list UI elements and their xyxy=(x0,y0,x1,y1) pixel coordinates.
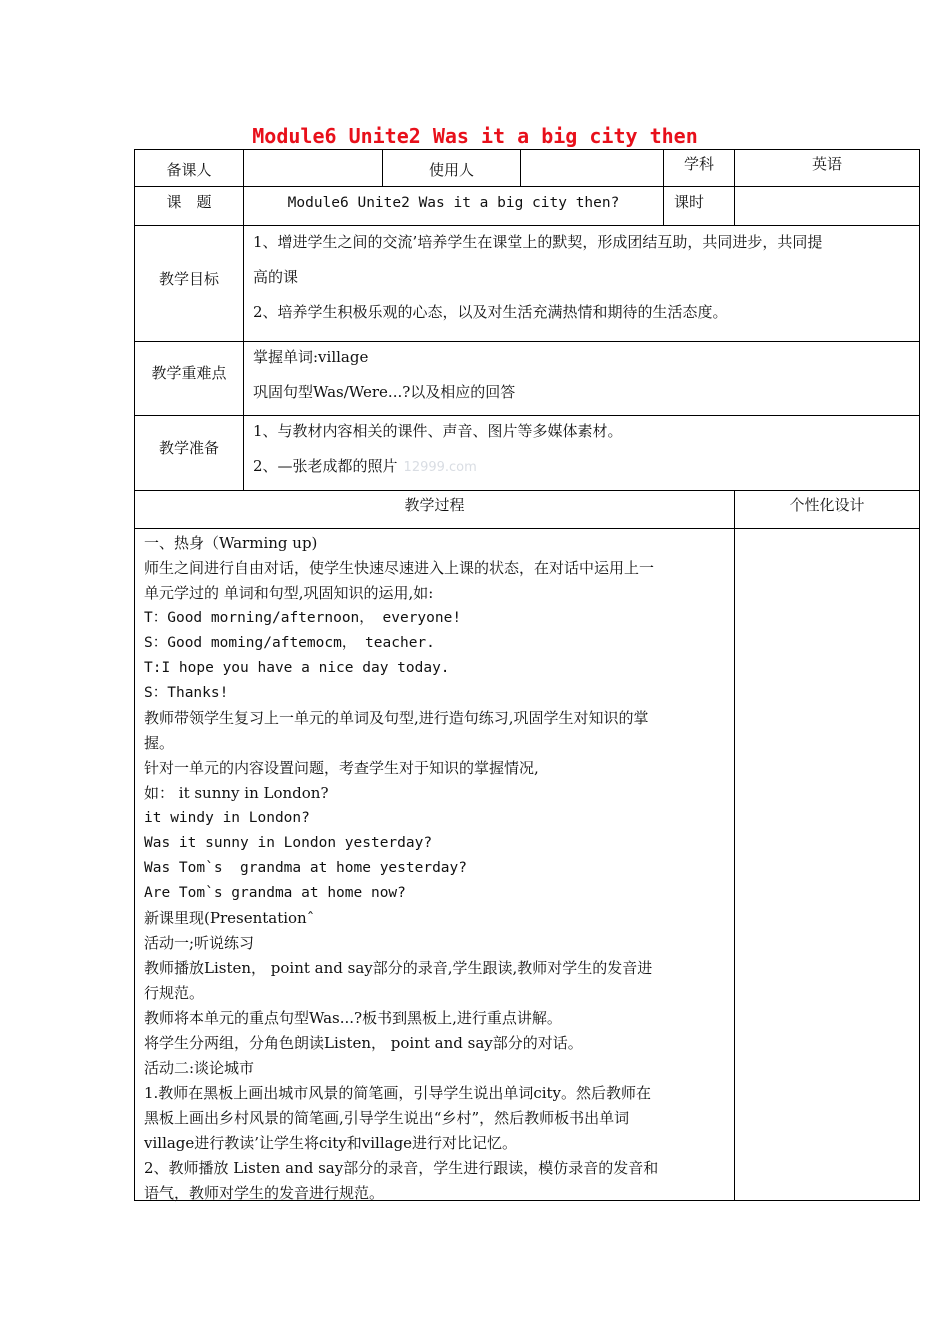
key-points-content xyxy=(253,345,915,405)
subject-label: 学科 xyxy=(683,155,714,173)
process-line: village进行教读’让学生将city和village进行对比记忆。 xyxy=(144,1134,518,1152)
process-line: 黑板上画出乡村风景的简笔画,引导学生说出“乡村”，然后教师板书出单词 xyxy=(144,1109,630,1127)
process-line: T：Good morning/afternoon， everyone! xyxy=(144,610,462,626)
process-line: 单元学过的 单词和句型,巩固知识的运用,如: xyxy=(144,584,434,602)
design-header: 个性化设计 xyxy=(789,496,865,514)
process-line: 语气，教师对学生的发音进行规范。 xyxy=(144,1184,385,1202)
process-line: 行规范。 xyxy=(144,984,205,1002)
process-line: 教师带领学生复习上一单元的单词及句型,进行造句练习,巩固学生对知识的掌 xyxy=(144,709,649,727)
document-title: Module6 Unite2 Was it a big city then xyxy=(252,124,698,148)
process-line: 将学生分两组，分角色朗读Listen， point and say部分的对话。 xyxy=(144,1034,583,1052)
process-line: T:I hope you have a nice day today. xyxy=(144,660,450,676)
process-line: Are Tom`s grandma at home now? xyxy=(144,885,406,901)
process-line: 活动二:谈论城市 xyxy=(144,1059,255,1077)
process-line: 1.教师在黑板上画出城市风景的简笔画，引导学生说出单词city。然后教师在 xyxy=(144,1084,652,1102)
goals-label: 教学目标 xyxy=(158,270,219,288)
process-line: 2、教师播放 Listen and say部分的录音，学生进行跟读，模仿录音的发音和 xyxy=(144,1159,659,1177)
process-line: Was it sunny in London yesterday? xyxy=(144,835,433,851)
watermark: 12999.com xyxy=(403,460,477,475)
topic-value: Module6 Unite2 Was it a big city then? xyxy=(287,195,620,211)
process-header: 教学过程 xyxy=(404,496,465,514)
process-line: 教师将本单元的重点句型Was...?板书到黑板上,进行重点讲解。 xyxy=(144,1009,562,1027)
process-body xyxy=(144,531,728,1206)
preparation-line-1: 1、与教材内容相关的课件、声音、图片等多媒体素材。 xyxy=(253,422,623,440)
process-line: 针对一单元的内容设置问题，考查学生对于知识的掌握情况, xyxy=(144,759,539,777)
process-line: 一、热身（Warming up) xyxy=(144,534,318,552)
goals-line-2: 2、培养学生积极乐观的心态，以及对生活充满热情和期待的生活态度。 xyxy=(253,303,728,321)
user-label: 使用人 xyxy=(428,161,474,179)
key-points-line-2: 巩固句型Was/Were...?以及相应的回答 xyxy=(253,383,516,401)
goals-line-1a: 1、增进学生之间的交流’培养学生在课堂上的默契，形成团结互助，共同进步，共同提 xyxy=(253,233,823,251)
process-line: 新课里现(Presentationˆ xyxy=(144,909,315,927)
key-points-label: 教学重难点 xyxy=(151,364,227,382)
preparation-line-2-row xyxy=(253,454,915,480)
process-line: S：Thanks! xyxy=(144,685,229,701)
user-value xyxy=(521,150,663,186)
process-line: 活动一;听说练习 xyxy=(144,934,255,952)
preparation-label: 教学准备 xyxy=(158,439,219,457)
process-line: Was Tom`s grandma at home yesterday? xyxy=(144,860,468,876)
process-line: 如： it sunny in London? xyxy=(144,784,329,802)
preparation-content xyxy=(253,419,915,480)
period-label: 课时 xyxy=(673,193,704,211)
process-line: it windy in London? xyxy=(144,810,310,826)
process-line: 握。 xyxy=(144,734,175,752)
process-line: 教师播放Listen， point and say部分的录音,学生跟读,教师对学生的发音进 xyxy=(144,959,653,977)
topic-label: 课 题 xyxy=(166,193,212,211)
preparation-line-2: 2、—张老成都的照片 xyxy=(253,457,398,475)
goals-line-1b: 高的课 xyxy=(253,268,299,286)
preparer-label: 备课人 xyxy=(166,161,212,179)
key-points-line-1: 掌握单词:village xyxy=(253,348,369,366)
preparer-value xyxy=(244,150,382,186)
goals-content xyxy=(253,230,915,325)
personalized-design-cell xyxy=(735,529,919,1200)
subject-value: 英语 xyxy=(811,155,842,173)
process-line: S：Good moming/aftemocm， teacher. xyxy=(144,635,435,651)
process-line: 师生之间进行自由对话，使学生快速尽速进入上课的状态，在对话中运用上一 xyxy=(144,559,655,577)
period-value xyxy=(735,187,919,225)
